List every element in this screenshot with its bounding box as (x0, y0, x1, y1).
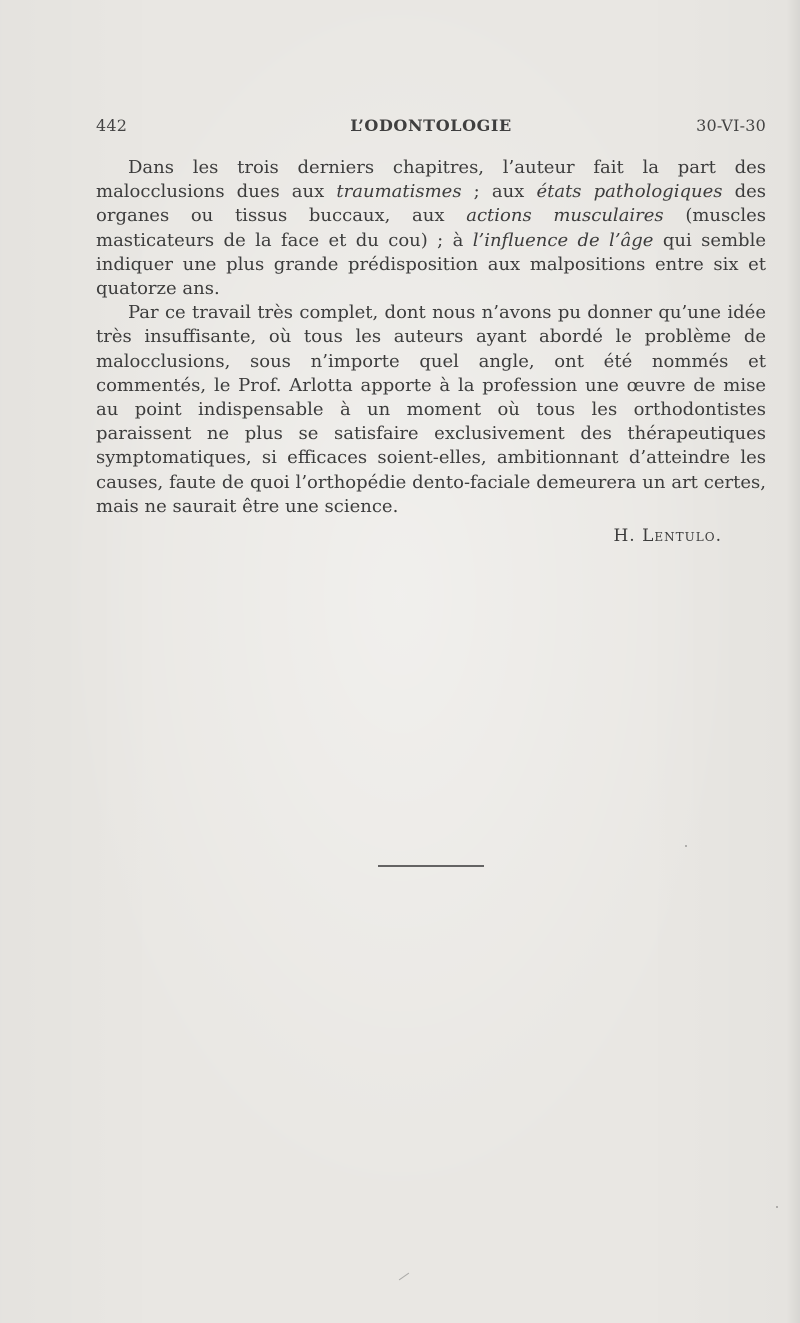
page-edge-shadow (786, 0, 800, 1323)
article-body (96, 156, 766, 519)
paragraph-1-mid-2: des organes ou tissus buccaux, aux (96, 181, 766, 227)
scan-speck (776, 1206, 778, 1208)
page-number: 442 (96, 116, 128, 135)
paragraph-1-mid-1: ; aux (461, 181, 537, 203)
scan-mark (399, 1273, 409, 1281)
term-etats-pathologiques: états pathologiques (536, 181, 723, 203)
signature: H. Lentulo. (613, 526, 722, 546)
page-header (96, 116, 766, 140)
scan-speck (685, 845, 687, 847)
paragraph-1-mid-3: (muscles masticateurs de la face et du cou) ; à (96, 205, 766, 251)
running-title: L’ODONTOLOGIE (350, 116, 512, 135)
paragraph-1 (96, 156, 766, 301)
paragraph-2: Par ce travail très complet, dont nous n’avons pu donner qu’une idée très insuffisante, où tous les auteurs ayant abordé le problème de malocclusions, sous n’importe quel angle, ont été nommés et commentés, le Prof. Arlotta apporte à la profession une œuvre de mise au point indispensable à un moment où tous les orthodontistes paraissent ne plus se satisfaire exclusivement des thérapeutiques symptomatiques, si efficaces soient-elles, ambitionnant d’atteindre les causes, faute de quoi l’orthopédie dento-faciale demeurera un art certes, mais ne saurait être une science. (96, 302, 766, 517)
section-rule (378, 865, 484, 867)
issue-date: 30-VI-30 (696, 116, 766, 135)
paragraph-1-pre: Dans les trois derniers chapitres, l’auteur fait la part des malocclusions dues aux (96, 157, 766, 203)
term-influence-age: l’influence de l’âge (472, 229, 654, 251)
term-traumatismes: traumatismes (336, 181, 462, 203)
paragraph-1-post: qui semble indiquer une plus grande prédisposition aux malpositions entre six et quatorze ans. (96, 229, 766, 300)
term-actions-musculaires: actions musculaires (466, 205, 664, 227)
